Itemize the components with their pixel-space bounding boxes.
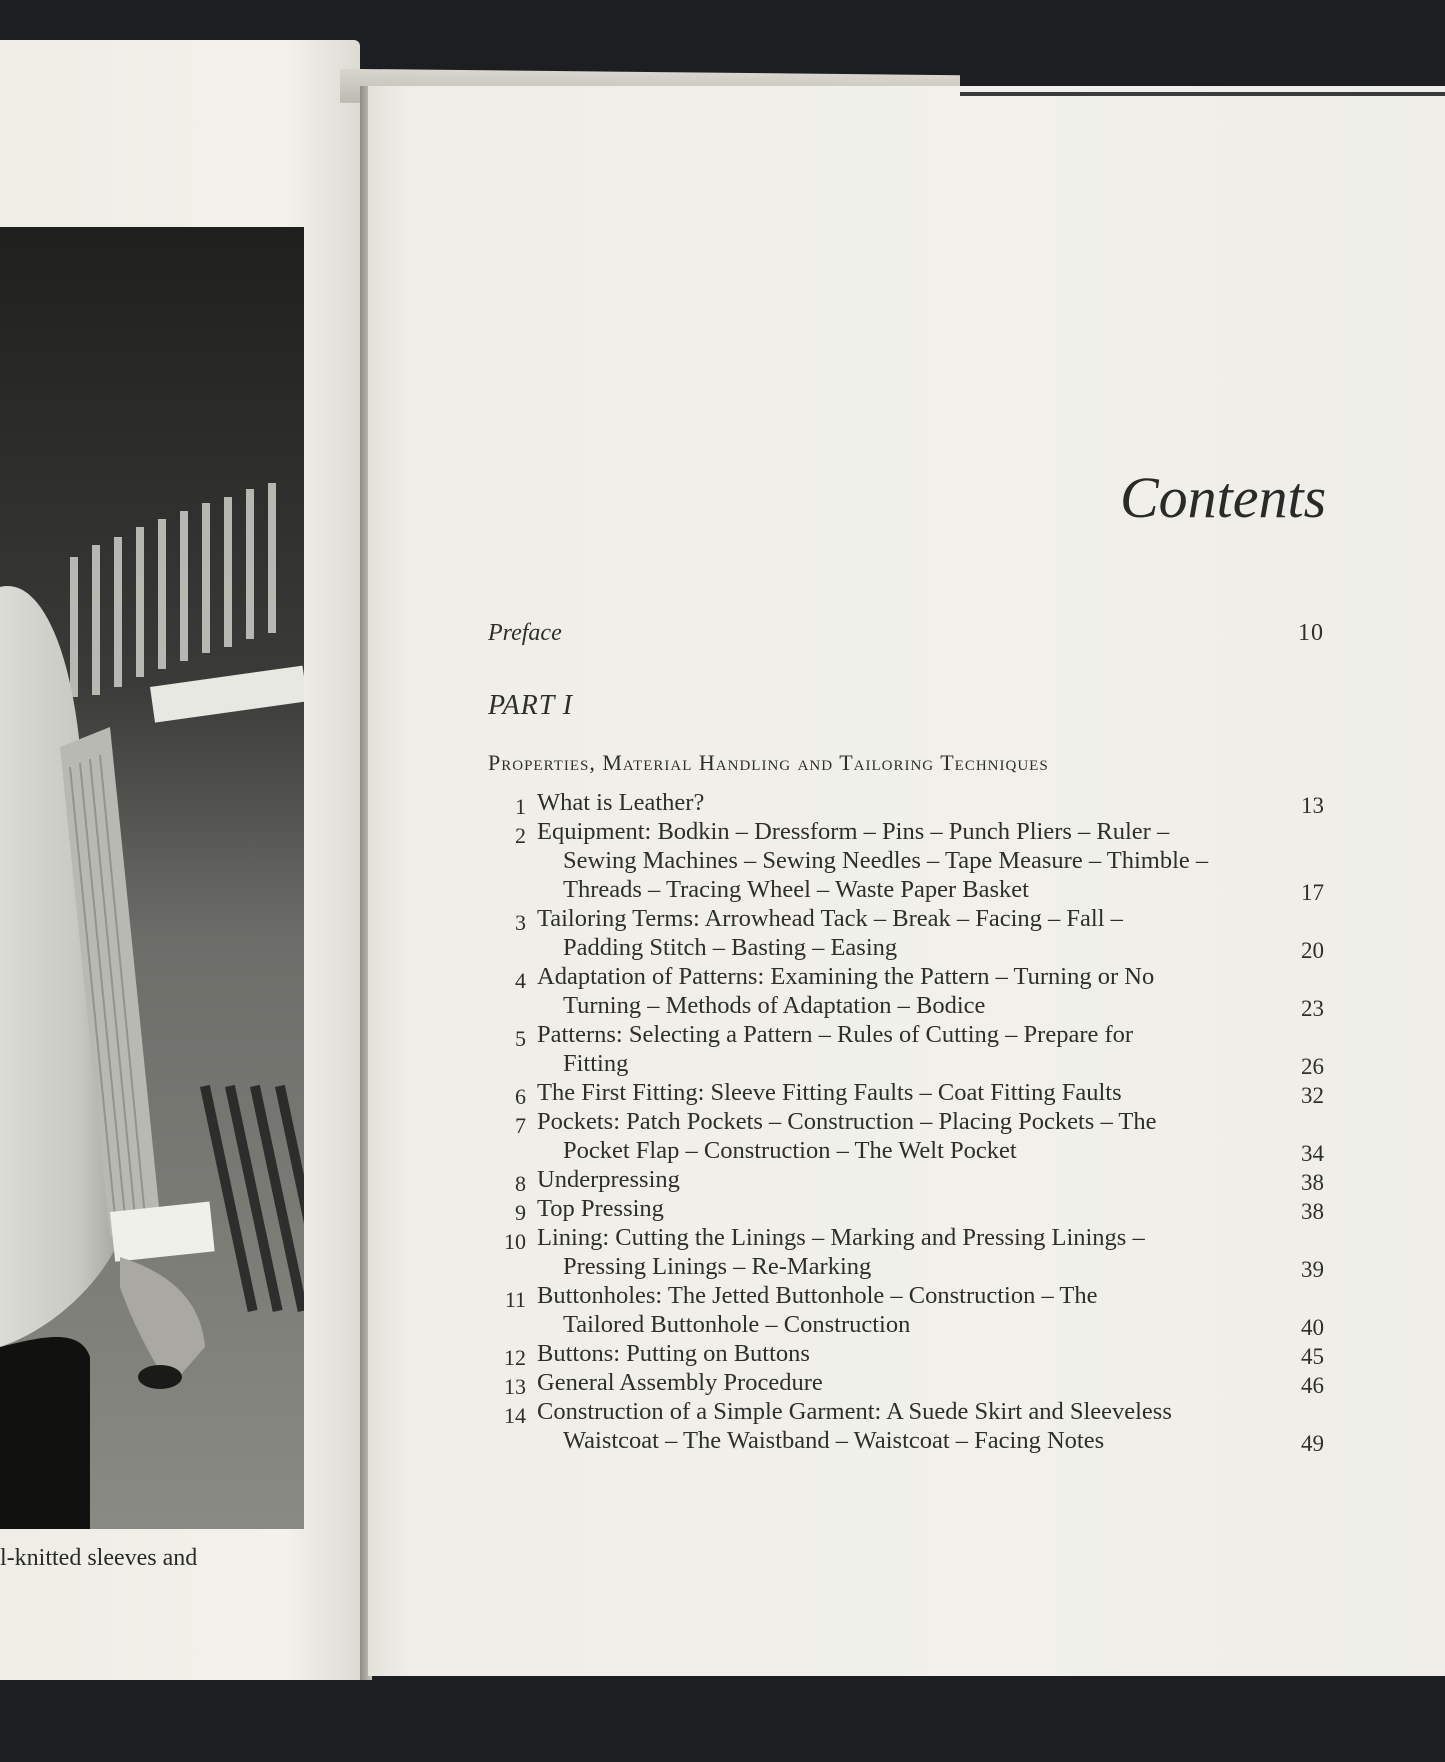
toc-entry-title: Tailoring Terms: Arrowhead Tack – Break – Facing – Fall – xyxy=(537,905,1123,932)
preface-label: Preface xyxy=(488,620,562,646)
toc-entry-title: Lining: Cutting the Linings – Marking and Pressing Linings – xyxy=(537,1224,1145,1251)
toc-preface-row xyxy=(488,620,1324,654)
toc-entry xyxy=(488,904,1324,962)
toc-entry-continuation: Pressing Linings – Re-Marking xyxy=(563,1253,872,1280)
photo-illustration xyxy=(0,227,304,1529)
part-label: PART I xyxy=(488,690,574,721)
toc-entry-number: 10 xyxy=(504,1229,526,1254)
toc-entry-title: The First Fitting: Sleeve Fitting Faults – Coat Fitting Faults xyxy=(537,1079,1122,1106)
toc-entry-number: 3 xyxy=(515,910,526,935)
toc-entry-continuation: Turning – Methods of Adaptation – Bodice xyxy=(563,992,986,1019)
cover-board-edge xyxy=(960,92,1445,96)
toc-entry-title: General Assembly Procedure xyxy=(537,1369,823,1396)
toc-entry-text xyxy=(537,1397,1255,1455)
toc-entry-text xyxy=(537,904,1255,962)
toc-entry-page: 13 xyxy=(1301,793,1324,818)
toc-entry-page: 46 xyxy=(1301,1373,1324,1398)
toc-entry-text xyxy=(537,817,1255,904)
toc-entry-page: 34 xyxy=(1301,1141,1324,1166)
toc-entry xyxy=(488,1223,1324,1281)
toc-entry-number: 6 xyxy=(515,1084,526,1109)
toc-entries xyxy=(488,788,1324,1455)
toc-entry-page: 20 xyxy=(1301,938,1324,963)
toc-entry-title: Pockets: Patch Pockets – Construction – Placing Pockets – The xyxy=(537,1108,1157,1135)
toc-entry xyxy=(488,788,1324,817)
toc-entry-number: 13 xyxy=(504,1374,526,1399)
toc-entry-text xyxy=(537,1223,1255,1281)
toc-entry-title: Top Pressing xyxy=(537,1195,664,1222)
toc-entry-number: 11 xyxy=(504,1287,526,1312)
toc-entry xyxy=(488,1165,1324,1194)
toc-entry xyxy=(488,1078,1324,1107)
left-page xyxy=(0,40,360,1680)
toc-entry-text xyxy=(537,788,1255,817)
toc-entry-text xyxy=(537,1107,1255,1165)
toc-entry-continuation: Fitting xyxy=(563,1050,629,1077)
toc-entry-title: Adaptation of Patterns: Examining the Pattern – Turning or No xyxy=(537,963,1155,990)
toc-entry-number: 5 xyxy=(515,1026,526,1051)
toc-entry-title: What is Leather? xyxy=(537,789,705,816)
toc-entry-number: 1 xyxy=(515,794,526,819)
toc-entry-title: Buttonholes: The Jetted Buttonhole – Construction – The xyxy=(537,1282,1098,1309)
toc-entry-page: 38 xyxy=(1301,1199,1324,1224)
toc-entry-number: 4 xyxy=(515,968,526,993)
toc-entry-continuation: Pocket Flap – Construction – The Welt Pocket xyxy=(563,1137,1017,1164)
toc-entry-page: 40 xyxy=(1301,1315,1324,1340)
toc-entry-page: 32 xyxy=(1301,1083,1324,1108)
toc-entry-page: 49 xyxy=(1301,1431,1324,1456)
toc-entry-number: 2 xyxy=(515,823,526,848)
page-title: Contents xyxy=(1120,464,1327,530)
photo-caption: l-knitted sleeves and xyxy=(0,1545,198,1571)
toc-entry-text xyxy=(537,1339,1255,1368)
toc-entry-title: Construction of a Simple Garment: A Suede Skirt and Sleeveless xyxy=(537,1398,1172,1425)
toc-entry-title: Underpressing xyxy=(537,1166,680,1193)
toc-entry-text xyxy=(537,1194,1255,1223)
toc-entry xyxy=(488,1107,1324,1165)
toc-entry-text xyxy=(537,1368,1255,1397)
toc-entry-number: 14 xyxy=(504,1403,526,1428)
toc-entry xyxy=(488,1281,1324,1339)
toc-entry xyxy=(488,1020,1324,1078)
toc-entry-title: Buttons: Putting on Buttons xyxy=(537,1340,810,1367)
toc-entry-continuation: Tailored Buttonhole – Construction xyxy=(563,1311,911,1338)
photo-person-in-sweater xyxy=(0,227,304,1529)
part-heading: Properties, Material Handling and Tailoring Techniques xyxy=(488,750,1049,775)
toc-entry xyxy=(488,1397,1324,1455)
toc-entry-number: 9 xyxy=(515,1200,526,1225)
toc-entry-number: 12 xyxy=(504,1345,526,1370)
toc-entry-page: 45 xyxy=(1301,1344,1324,1369)
toc-entry-title: Patterns: Selecting a Pattern – Rules of Cutting – Prepare for xyxy=(537,1021,1134,1048)
toc-entry-continuation: Threads – Tracing Wheel – Waste Paper Basket xyxy=(563,876,1029,903)
toc-entry-page: 38 xyxy=(1301,1170,1324,1195)
toc-entry-continuation: Padding Stitch – Basting – Easing xyxy=(563,934,898,961)
toc-entry-text xyxy=(537,962,1255,1020)
toc-entry xyxy=(488,817,1324,904)
toc-entry-number: 7 xyxy=(515,1113,526,1138)
toc-entry-page: 26 xyxy=(1301,1054,1324,1079)
toc-entry xyxy=(488,1194,1324,1223)
toc-entry xyxy=(488,1339,1324,1368)
toc-entry-page: 39 xyxy=(1301,1257,1324,1282)
toc-entry-page: 17 xyxy=(1301,880,1324,905)
toc-entry-continuation: Sewing Machines – Sewing Needles – Tape Measure – Thimble – xyxy=(563,847,1209,874)
toc-entry-page: 23 xyxy=(1301,996,1324,1021)
toc-entry-text xyxy=(537,1281,1255,1339)
toc-entry-text xyxy=(537,1020,1255,1078)
toc-entry-continuation: Waistcoat – The Waistband – Waistcoat – Facing Notes xyxy=(563,1427,1105,1454)
toc-entry-number: 8 xyxy=(515,1171,526,1196)
toc-entry xyxy=(488,1368,1324,1397)
toc-entry-text xyxy=(537,1165,1255,1194)
toc-entry-title: Equipment: Bodkin – Dressform – Pins – Punch Pliers – Ruler – xyxy=(537,818,1170,845)
preface-page: 10 xyxy=(1298,620,1324,646)
toc-entry xyxy=(488,962,1324,1020)
toc-entry-text xyxy=(537,1078,1255,1107)
